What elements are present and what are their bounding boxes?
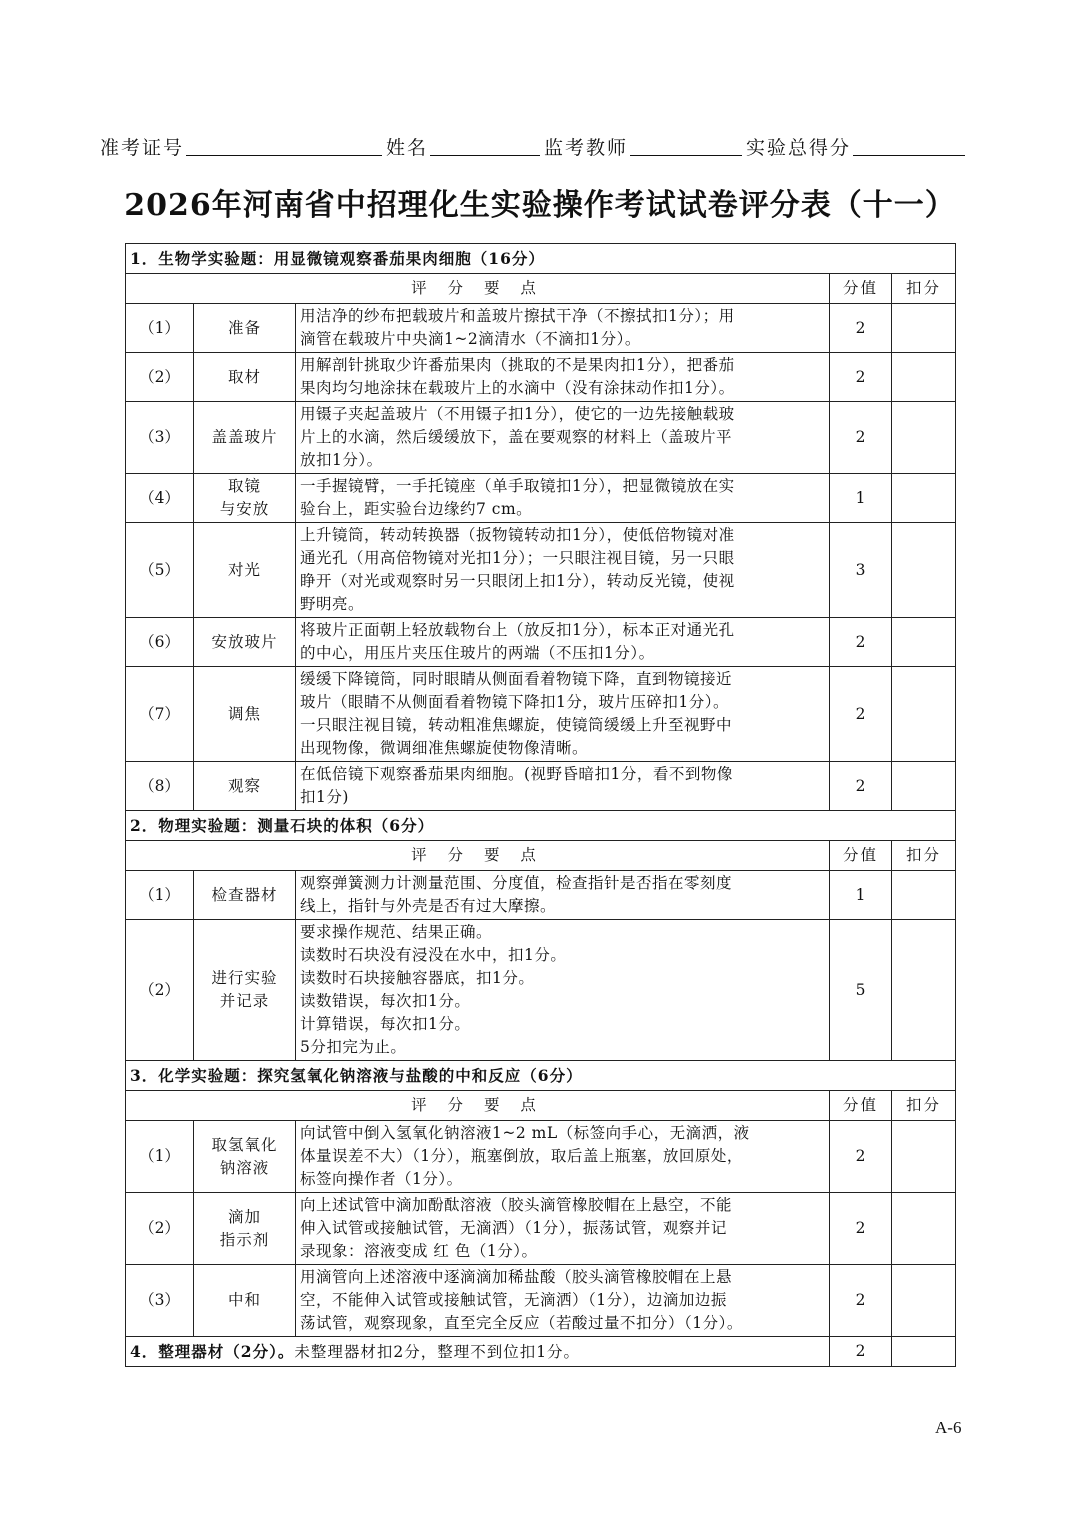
table-row [126,304,956,353]
step-name: 调焦 [194,667,296,762]
table-row [126,402,956,474]
row-number: （3） [126,1265,194,1337]
step-name: 取氢氧化 钠溶液 [194,1121,296,1193]
row-number: （5） [126,523,194,618]
column-header-row [126,841,956,871]
step-description: 将玻片正面朝上轻放载物台上（放反扣1分），标本正对通光孔 的中心，用压片夹压住玻片的两端（不压扣1分）。 [296,618,830,667]
section-heading-row [126,811,956,841]
step-name: 准备 [194,304,296,353]
table-row [126,762,956,811]
score-value: 1 [830,474,892,523]
deduction-cell[interactable] [892,523,956,618]
deduction-cell[interactable] [892,304,956,353]
deduction-cell[interactable] [892,618,956,667]
row-number: （6） [126,618,194,667]
row-number: （1） [126,871,194,920]
score-value: 1 [830,871,892,920]
deduction-cell[interactable] [892,762,956,811]
score-value: 2 [830,1337,892,1367]
name-blank [430,133,540,156]
row-number: （1） [126,304,194,353]
table-row [126,618,956,667]
step-description: 用镊子夹起盖玻片（不用镊子扣1分），使它的一边先接触载玻 片上的水滴，然后缓缓放下，盖在要观察的材料上（盖玻片平 放扣1分）。 [296,402,830,474]
page-number: A-6 [935,1418,962,1437]
table-row [126,1121,956,1193]
final-section-description: 未整理器材扣2分，整理不到位扣1分。 [294,1342,581,1361]
section-heading: 1．生物学实验题：用显微镜观察番茄果肉细胞（16分） [126,244,956,274]
table-row [126,920,956,1061]
step-name: 取镜 与安放 [194,474,296,523]
step-description: 向试管中倒入氢氧化钠溶液1~2 mL（标签向手心，无滴洒，液 体量误差不大）（1分），瓶塞倒放，取后盖上瓶塞，放回原处， 标签向操作者（1分）。 [296,1121,830,1193]
step-name: 观察 [194,762,296,811]
deduction-cell[interactable] [892,1121,956,1193]
row-number: （4） [126,474,194,523]
deduction-cell[interactable] [892,1265,956,1337]
score-value: 2 [830,762,892,811]
table-row [126,353,956,402]
final-section-row [126,1337,956,1367]
row-number: （2） [126,1193,194,1265]
score-header: 分值 [830,841,892,871]
final-section-heading: 4．整理器材（2分）。 [130,1341,295,1361]
points-header: 评 分 要 点 [126,274,830,304]
deduction-cell[interactable] [892,353,956,402]
step-description: 用滴管向上述溶液中逐滴滴加稀盐酸（胶头滴管橡胶帽在上悬 空，不能伸入试管或接触试管，无滴洒）（1分），边滴加边振 荡试管，观察现象，直至完全反应（若酸过量不扣分）（1分）。 [296,1265,830,1337]
step-description: 向上述试管中滴加酚酞溶液（胶头滴管橡胶帽在上悬空，不能 伸入试管或接触试管，无滴洒）（1分），振荡试管，观察并记 录现象：溶液变成 红 色（1分）。 [296,1193,830,1265]
step-name: 中和 [194,1265,296,1337]
step-name: 检查器材 [194,871,296,920]
score-value: 2 [830,618,892,667]
deduction-cell[interactable] [892,667,956,762]
deduction-cell[interactable] [892,474,956,523]
row-number: （2） [126,920,194,1061]
section-heading-row [126,244,956,274]
deduction-cell[interactable] [892,1193,956,1265]
step-name: 对光 [194,523,296,618]
column-header-row [126,1091,956,1121]
table-row [126,1265,956,1337]
candidate-info-line [100,128,980,160]
step-description: 在低倍镜下观察番茄果肉细胞。(视野昏暗扣1分，看不到物像 扣1分) [296,762,830,811]
column-header-row [126,274,956,304]
step-name: 进行实验 并记录 [194,920,296,1061]
score-value: 2 [830,667,892,762]
score-value: 3 [830,523,892,618]
score-value: 2 [830,1193,892,1265]
step-name: 盖盖玻片 [194,402,296,474]
section-heading-row [126,1061,956,1091]
step-description: 一手握镜臂，一手托镜座（单手取镜扣1分），把显微镜放在实 验台上，距实验台边缘约7 cm。 [296,474,830,523]
table-row [126,474,956,523]
deduction-cell[interactable] [892,871,956,920]
deduction-cell[interactable] [892,1337,956,1367]
score-value: 2 [830,304,892,353]
step-description: 观察弹簧测力计测量范围、分度值，检查指针是否指在零刻度 线上，指针与外壳是否有过大摩擦。 [296,871,830,920]
total-score-label: 实验总得分 [746,137,852,159]
score-value: 2 [830,353,892,402]
table-row [126,871,956,920]
points-header: 评 分 要 点 [126,841,830,871]
score-value: 2 [830,1121,892,1193]
score-value: 2 [830,402,892,474]
proctor-label: 监考教师 [544,137,629,159]
row-number: （3） [126,402,194,474]
page-title: 2026年河南省中招理化生实验操作考试试卷评分表（十一） [124,188,956,223]
step-description: 上升镜筒，转动转换器（扳物镜转动扣1分），使低倍物镜对准 通光孔（用高倍物镜对光扣1分）；一只眼注视目镜，另一只眼 睁开（对光或观察时另一只眼闭上扣1分），转动反光镜，使视 野明亮。 [296,523,830,618]
row-number: （2） [126,353,194,402]
deduct-header: 扣分 [892,841,956,871]
table-row [126,1193,956,1265]
deduct-header: 扣分 [892,1091,956,1121]
name-label: 姓名 [386,137,429,159]
step-name: 取材 [194,353,296,402]
step-description: 要求操作规范、结果正确。 读数时石块没有浸没在水中，扣1分。 读数时石块接触容器底，扣1分。 读数错误，每次扣1分。 计算错误，每次扣1分。 5分扣完为止。 [296,920,830,1061]
final-section-cell [126,1337,830,1367]
scoring-table [125,243,956,1367]
step-name: 滴加 指示剂 [194,1193,296,1265]
step-description: 缓缓下降镜筒，同时眼睛从侧面看着物镜下降，直到物镜接近 玻片（眼睛不从侧面看着物镜下降扣1分，玻片压碎扣1分）。 一只眼注视目镜，转动粗准焦螺旋，使镜筒缓缓上升至视野中 出现物像，微调细准焦螺旋使物像清晰。 [296,667,830,762]
proctor-blank [630,133,742,156]
row-number: （1） [126,1121,194,1193]
deduction-cell[interactable] [892,920,956,1061]
exam-id-blank [186,133,382,156]
exam-id-label: 准考证号 [100,137,185,159]
deduct-header: 扣分 [892,274,956,304]
deduction-cell[interactable] [892,402,956,474]
score-header: 分值 [830,1091,892,1121]
section-heading: 2．物理实验题：测量石块的体积（6分） [126,811,956,841]
score-value: 5 [830,920,892,1061]
step-description: 用洁净的纱布把载玻片和盖玻片擦拭干净（不擦拭扣1分）；用 滴管在载玻片中央滴1~2滴清水（不滴扣1分）。 [296,304,830,353]
points-header: 评 分 要 点 [126,1091,830,1121]
table-row [126,667,956,762]
section-heading: 3．化学实验题：探究氢氧化钠溶液与盐酸的中和反应（6分） [126,1061,956,1091]
step-name: 安放玻片 [194,618,296,667]
row-number: （7） [126,667,194,762]
total-score-blank [853,133,965,156]
score-value: 2 [830,1265,892,1337]
score-header: 分值 [830,274,892,304]
step-description: 用解剖针挑取少许番茄果肉（挑取的不是果肉扣1分），把番茄 果肉均匀地涂抹在载玻片上的水滴中（没有涂抹动作扣1分）。 [296,353,830,402]
row-number: （8） [126,762,194,811]
table-row [126,523,956,618]
